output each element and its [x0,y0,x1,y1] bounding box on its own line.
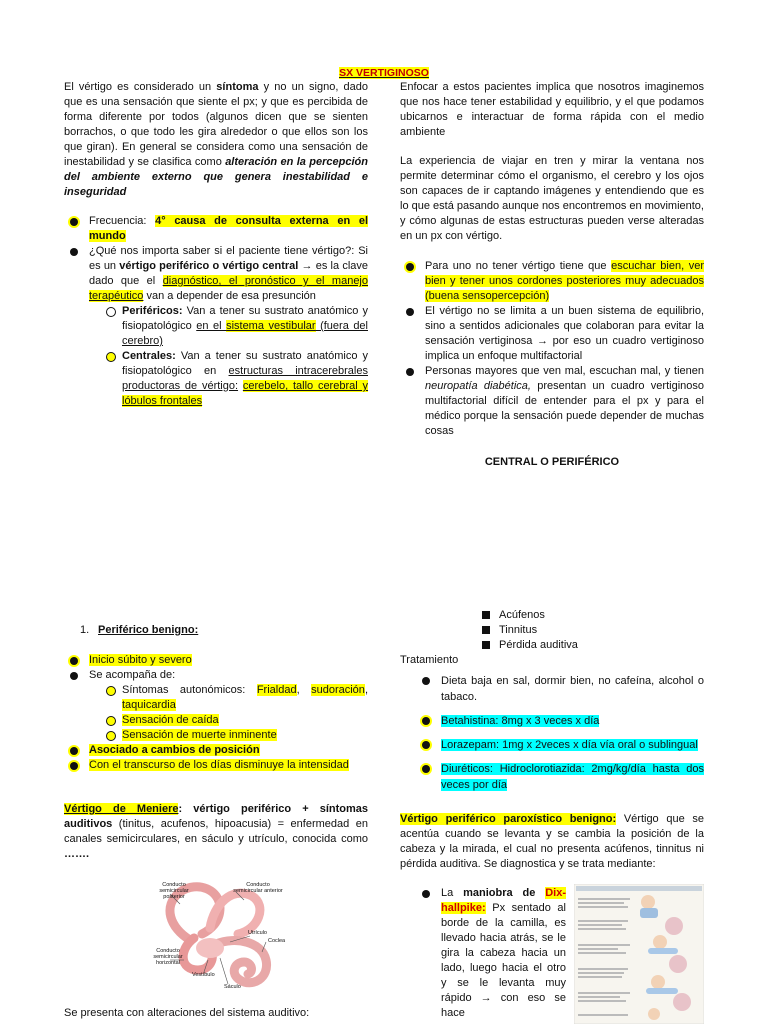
list-item-posicion: Asociado a cambios de posición [64,743,368,758]
list-item-diureticos: Diuréticos: Hidroclorotiazida: 2mg/kg/día hasta dos veces por día [416,761,704,793]
maniobra-figure [574,884,704,1024]
list-item-acompana: Se acompaña de: Síntomas autonómicos: Frialdad, sudoración, taquicardia Sensación de caída Sensación de muerte inminente [64,668,368,743]
list-item-acufenos: Acúfenos [482,608,642,623]
list-item-inicio: Inicio súbito y severo [64,653,368,668]
text-bold: síntoma [216,81,259,93]
section-heading-central: CENTRAL O PERIFÉRICO [484,456,620,468]
types-sublist [106,304,368,409]
periferico-list [64,653,368,773]
vppb-paragraph: Vértigo periférico paroxístico benigno: Vértigo que se acentúa cuando se levanta y se cambia la posición de la cabeza y la mirada, el cual no presenta acúfenos, tinnitus ni pérdida auditiva. Se diagnostica y se trata mediante: [400,813,704,870]
ear-label-horizontal: Conducto semicircular horizontal [153,948,183,966]
list-item-lorazepam: Lorazepam: 1mg x 2veces x día vía oral o sublingual [416,737,704,753]
tratamiento-heading: Tratamiento [400,654,459,666]
text: El vértigo es considerado un [64,81,217,93]
meniere-paragraph: Vértigo de Meniere: vértigo periférico + síntomas auditivos (tinitus, acufenos, hipoacusia) = enfermedad en canales semicirculares, en sáculo y utrículo, conocida como ……. [64,803,369,860]
right-points-list [400,259,704,439]
page-title: SX VERTIGINOSO [339,67,429,79]
sublist-item-perifericos: Periféricos: Van a tener su sustrato anatómico y fisiopatológico en el sistema vestibular (fuera del cerebro) [106,304,368,349]
ear-label-vestibulo: Vestíbulo [192,972,215,978]
list-item-multifactorial: El vértigo no se limita a un buen sistema de equilibrio, sino a sentidos adicionales que colaboran para evitar la sensación vertiginosa → por eso un cuadro vertiginoso implica un enfoque multifactorial [400,304,704,364]
list-item-importancia: ¿Qué nos importa saber si el paciente tiene vértigo?: Si es un vértigo periférico o vértigo central → es la clave dado que el diagnóstico, el pronóstico y el manejo terapéutico van a depender de esa presunción Periféricos: Van a tener su sustrato anatómico y fisiopatológico en el sistema vestibular (fuera del cerebro) Centrales: Van a tener su sustrato anatómico y fisiopatológico en estructuras intracerebrales productoras de vértigo: cerebelo, tallo cerebral y lóbulos frontales [64,244,368,409]
intro-paragraph [64,80,368,200]
ear-label-anterior: Conducto semicircular anterior [233,882,283,894]
list-item-tinnitus: Tinnitus [482,623,642,638]
acompana-sublist [106,683,368,743]
list-item-betahistina: Betahistina: 8mg x 3 veces x día [416,713,704,729]
list-item-frecuencia: Frecuencia: 4° causa de consulta externa en el mundo [64,214,368,244]
list-item-dieta: Dieta baja en sal, dormir bien, no cafeína, alcohol o tabaco. [416,673,704,705]
sublist-item-centrales: Centrales: Van a tener su sustrato anatómico y fisiopatológico en estructuras intracerebrales productoras de vértigo: cerebelo, tallo cerebral y lóbulos frontales [106,349,368,409]
list-item-transcurso: Con el transcurso de los días disminuye la intensidad [64,758,368,773]
list-item-no-vertigo: Para uno no tener vértigo tiene que escuchar bien, ver bien y tener unos cordones posteriores muy adecuados (buena sensopercepción) [400,259,704,304]
text-bold-italic: alteración en la percepción del ambiente externo que genera inestabilidad e inseguridad [64,156,368,198]
list-item-mayores: Personas mayores que ven mal, escuchan mal, y tienen neuropatía diabética, presentan un cuadro vertiginoso multifactorial difícil de entender para el px y para el médico porque la sensación puede depender de muchas cosas [400,364,704,439]
bottom-left-text: Se presenta con alteraciones del sistema auditivo: [64,1007,310,1019]
ear-label-saculo: Sáculo [224,984,241,990]
ear-label-utriculo: Utrículo [248,930,267,936]
ear-label-coclea: Coclea [268,938,286,944]
tratamiento-list [416,673,704,801]
section-heading-periferico: 1. Periférico benigno: [80,624,199,636]
list-item-maniobra: La maniobra de Dix-hallpike: Px sentado al borde de la camilla, es llevado hacia atrás, se le gira la cabeza hacia un lado, luego hacia el otro y se le levanta muy rápido → con eso se hace [416,886,566,1021]
right-paragraph-1: Enfocar a estos pacientes implica que nosotros imaginemos que nos hace tener estabilidad y equilibrio, y el que podamos ubicarnos e interactuar de forma rápida con el medio ambiente [400,81,704,138]
key-points-list [64,214,368,409]
right-paragraph-2: La experiencia de viajar en tren y mirar la ventana nos permite determinar cómo el organismo, el cerebro y los ojos son capaces de ir captando imágenes y entendiendo que es lo que está pasando aunque nos encontremos en movimiento, y cómo algunas de estas estructuras pueden verse alteradas en un px con vértigo. [400,155,704,242]
sublist-item-autonomicos: Síntomas autonómicos: Frialdad, sudoración, taquicardia [106,683,368,713]
list-item-perdida: Pérdida auditiva [482,638,642,653]
ear-label-posterior: Conducto semicircular posterior [159,882,189,900]
maniobra-list [416,886,566,1021]
sublist-item-caida: Sensación de caída [106,713,368,728]
text: y no un signo, dado que es una sensación que siente el px; y que es percibida de forma diferente por todos (algunos dicen que se sienten borrachos, o que todo les gira alrededor o que ellos son los que giran). En general se considera como una sensación de inestabilidad y se clasifica como [64,81,368,168]
sublist-item-muerte: Sensación de muerte inminente [106,728,368,743]
auditory-list [482,608,642,653]
